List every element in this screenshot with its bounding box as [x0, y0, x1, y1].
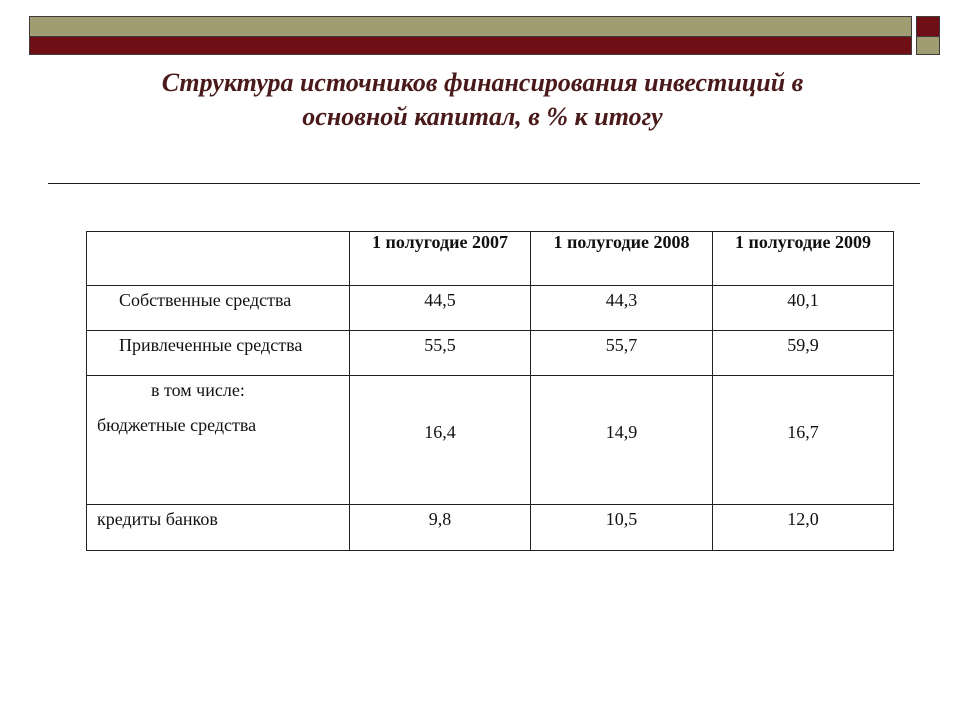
table-row	[87, 331, 894, 376]
divider-line	[48, 183, 920, 184]
table-cell: 12,0	[713, 505, 894, 551]
slide-title-line2: основной капитал, в % к итогу	[302, 102, 663, 131]
slide-title-line1: Структура источников финансирования инвестиций в	[161, 68, 804, 97]
table-row	[87, 505, 894, 551]
table-header-row	[87, 232, 894, 286]
table-row	[87, 286, 894, 331]
header-cell-empty	[87, 232, 350, 286]
table-cell: 16,7	[713, 376, 894, 505]
table-cell: 14,9	[531, 376, 713, 505]
corner-square-maroon	[916, 16, 940, 37]
table-cell: 9,8	[350, 505, 531, 551]
table-cell: 59,9	[713, 331, 894, 376]
table-cell: 44,5	[350, 286, 531, 331]
table-row	[87, 376, 894, 505]
table-cell: 55,7	[531, 331, 713, 376]
row-label-budget-funds-cell	[87, 376, 350, 505]
row-label-bank-loans: кредиты банков	[87, 505, 350, 551]
header-cell-2008: 1 полугодие 2008	[531, 232, 713, 286]
table-cell: 10,5	[531, 505, 713, 551]
table-cell: 16,4	[350, 376, 531, 505]
corner-square-olive	[916, 37, 940, 55]
row-label-including: в том числе:	[151, 380, 245, 400]
row-label-borrowed-funds: Привлеченные средства	[87, 331, 350, 376]
header-cell-2009: 1 полугодие 2009	[713, 232, 894, 286]
header-bar-maroon	[29, 37, 912, 55]
header-cell-2007: 1 полугодие 2007	[350, 232, 531, 286]
table-cell: 40,1	[713, 286, 894, 331]
table-cell: 44,3	[531, 286, 713, 331]
header-bar-olive	[29, 16, 912, 37]
table-cell: 55,5	[350, 331, 531, 376]
row-label-own-funds: Собственные средства	[87, 286, 350, 331]
financing-structure-table	[86, 231, 894, 551]
row-label-budget-funds: бюджетные средства	[97, 415, 257, 435]
slide-title	[60, 66, 905, 134]
